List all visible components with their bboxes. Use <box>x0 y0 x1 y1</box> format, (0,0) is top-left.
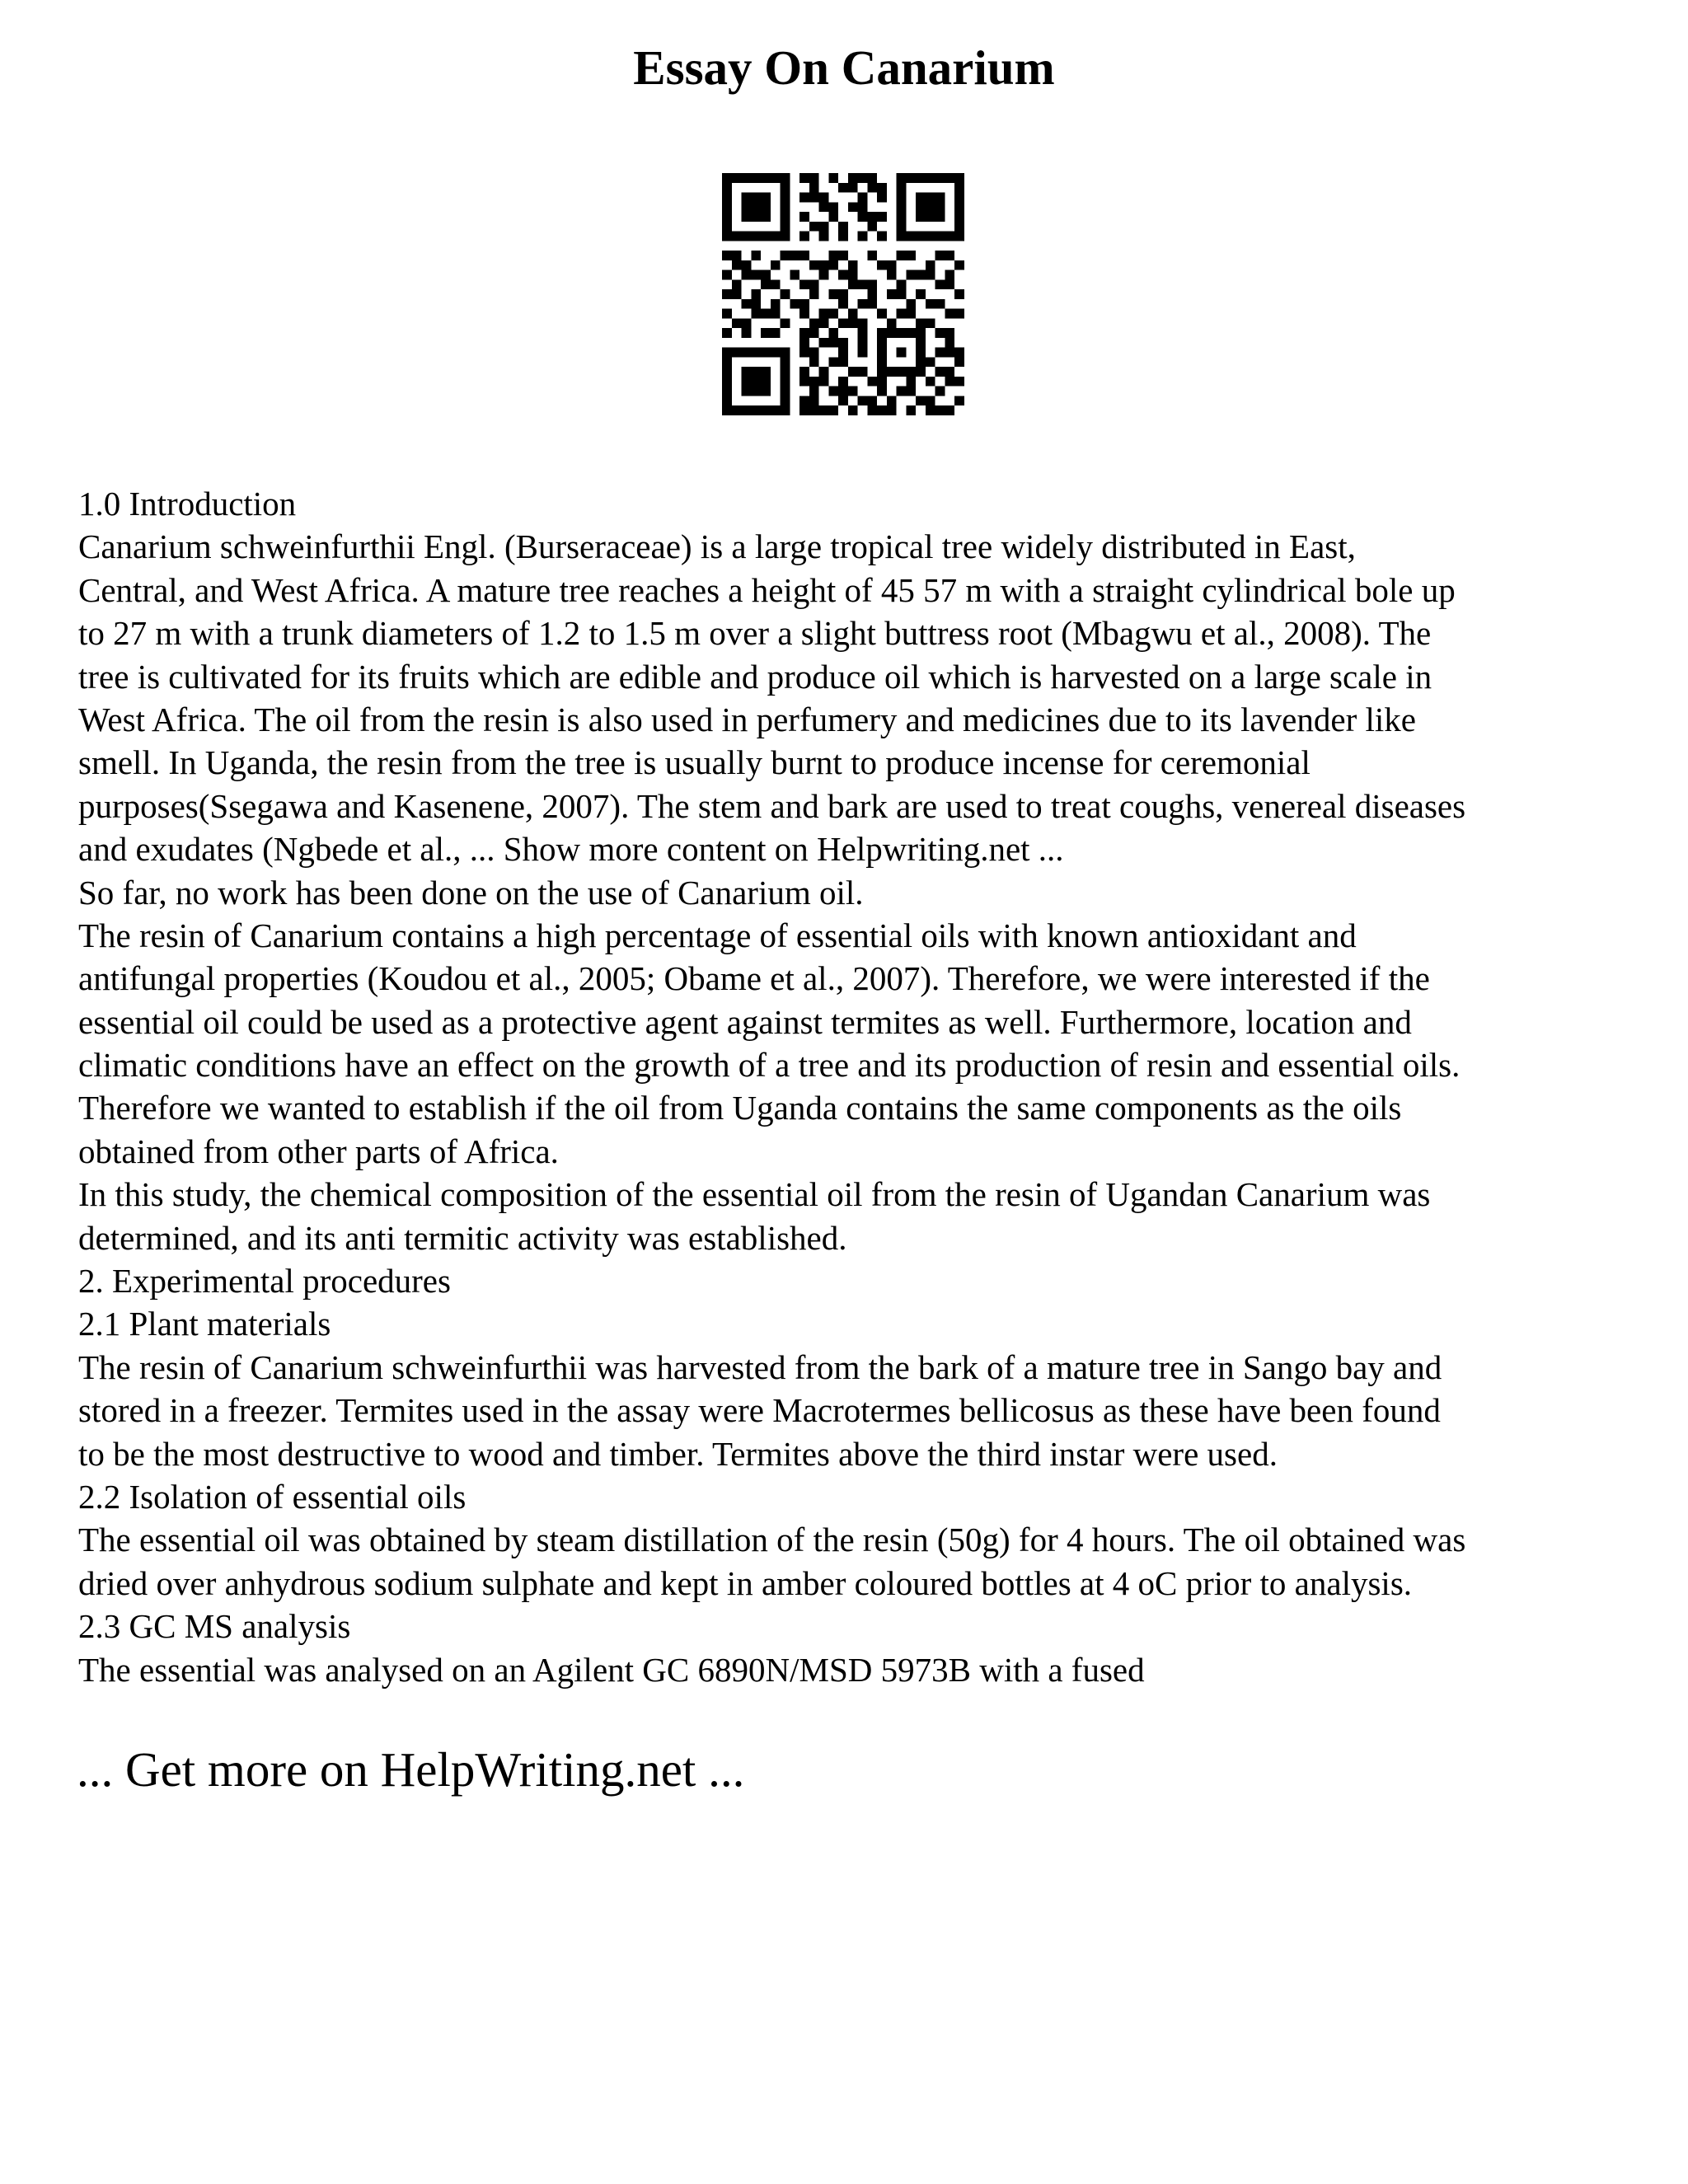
body-line: to be the most destructive to wood and timber. Termites above the third instar were used. <box>78 1434 1278 1473</box>
body-line: tree is cultivated for its fruits which are edible and produce oil which is harvested on a large scale in <box>78 657 1432 696</box>
body-line: determined, and its anti termitic activity was established. <box>78 1218 847 1257</box>
page-title: Essay On Canarium <box>633 40 1055 95</box>
qr-code-icon <box>722 173 964 415</box>
body-line: Canarium schweinfurthii Engl. (Burseraceae) is a large tropical tree widely distributed in East, <box>78 527 1356 566</box>
body-line: Therefore we wanted to establish if the oil from Uganda contains the same components as the oils <box>78 1089 1402 1127</box>
body-line: essential oil could be used as a protective agent against termites as well. Furthermore, location and <box>78 1002 1412 1041</box>
body-line: The resin of Canarium contains a high percentage of essential oils with known antioxidant and <box>78 916 1357 954</box>
body-line: Central, and West Africa. A mature tree reaches a height of 45 57 m with a straight cylindrical bole up <box>78 570 1456 609</box>
body-line: West Africa. The oil from the resin is also used in perfumery and medicines due to its lavender like <box>78 700 1416 738</box>
body-line: to 27 m with a trunk diameters of 1.2 to 1.5 m over a slight buttress root (Mbagwu et al., 2008). The <box>78 614 1432 653</box>
essay-body <box>78 482 1628 1691</box>
section-heading: 2. Experimental procedures <box>78 1262 451 1301</box>
body-line: dried over anhydrous sodium sulphate and kept in amber coloured bottles at 4 oC prior to analysis. <box>78 1563 1413 1602</box>
section-heading: 2.1 Plant materials <box>78 1305 331 1343</box>
body-line: smell. In Uganda, the resin from the tree is usually burnt to produce incense for ceremonial <box>78 743 1311 782</box>
body-line: antifungal properties (Koudou et al., 2005; Obame et al., 2007). Therefore, we were interested if the <box>78 959 1430 998</box>
body-line: The resin of Canarium schweinfurthii was harvested from the bark of a mature tree in Sango bay and <box>78 1347 1442 1386</box>
body-line-show-more: and exudates (Ngbede et al., ... Show more content on Helpwriting.net ... <box>78 830 1064 869</box>
body-line: The essential was analysed on an Agilent GC 6890N/MSD 5973B with a fused <box>78 1650 1145 1689</box>
get-more-link[interactable]: ... Get more on HelpWriting.net ... <box>77 1742 745 1797</box>
body-line: purposes(Ssegawa and Kasenene, 2007). The stem and bark are used to treat coughs, venereal diseases <box>78 786 1466 825</box>
body-line: In this study, the chemical composition of the essential oil from the resin of Ugandan Canarium was <box>78 1175 1431 1214</box>
body-line: So far, no work has been done on the use of Canarium oil. <box>78 873 864 912</box>
body-line: obtained from other parts of Africa. <box>78 1132 559 1170</box>
section-heading: 2.3 GC MS analysis <box>78 1607 351 1646</box>
body-line: climatic conditions have an effect on the growth of a tree and its production of resin and essential oils. <box>78 1046 1461 1085</box>
section-heading: 1.0 Introduction <box>78 485 297 523</box>
qr-code-graphic <box>722 173 964 415</box>
section-heading: 2.2 Isolation of essential oils <box>78 1477 467 1516</box>
body-line: The essential oil was obtained by steam distillation of the resin (50g) for 4 hours. The oil obtained was <box>78 1521 1466 1559</box>
body-line: stored in a freezer. Termites used in the assay were Macrotermes bellicosus as these have been found <box>78 1391 1441 1430</box>
